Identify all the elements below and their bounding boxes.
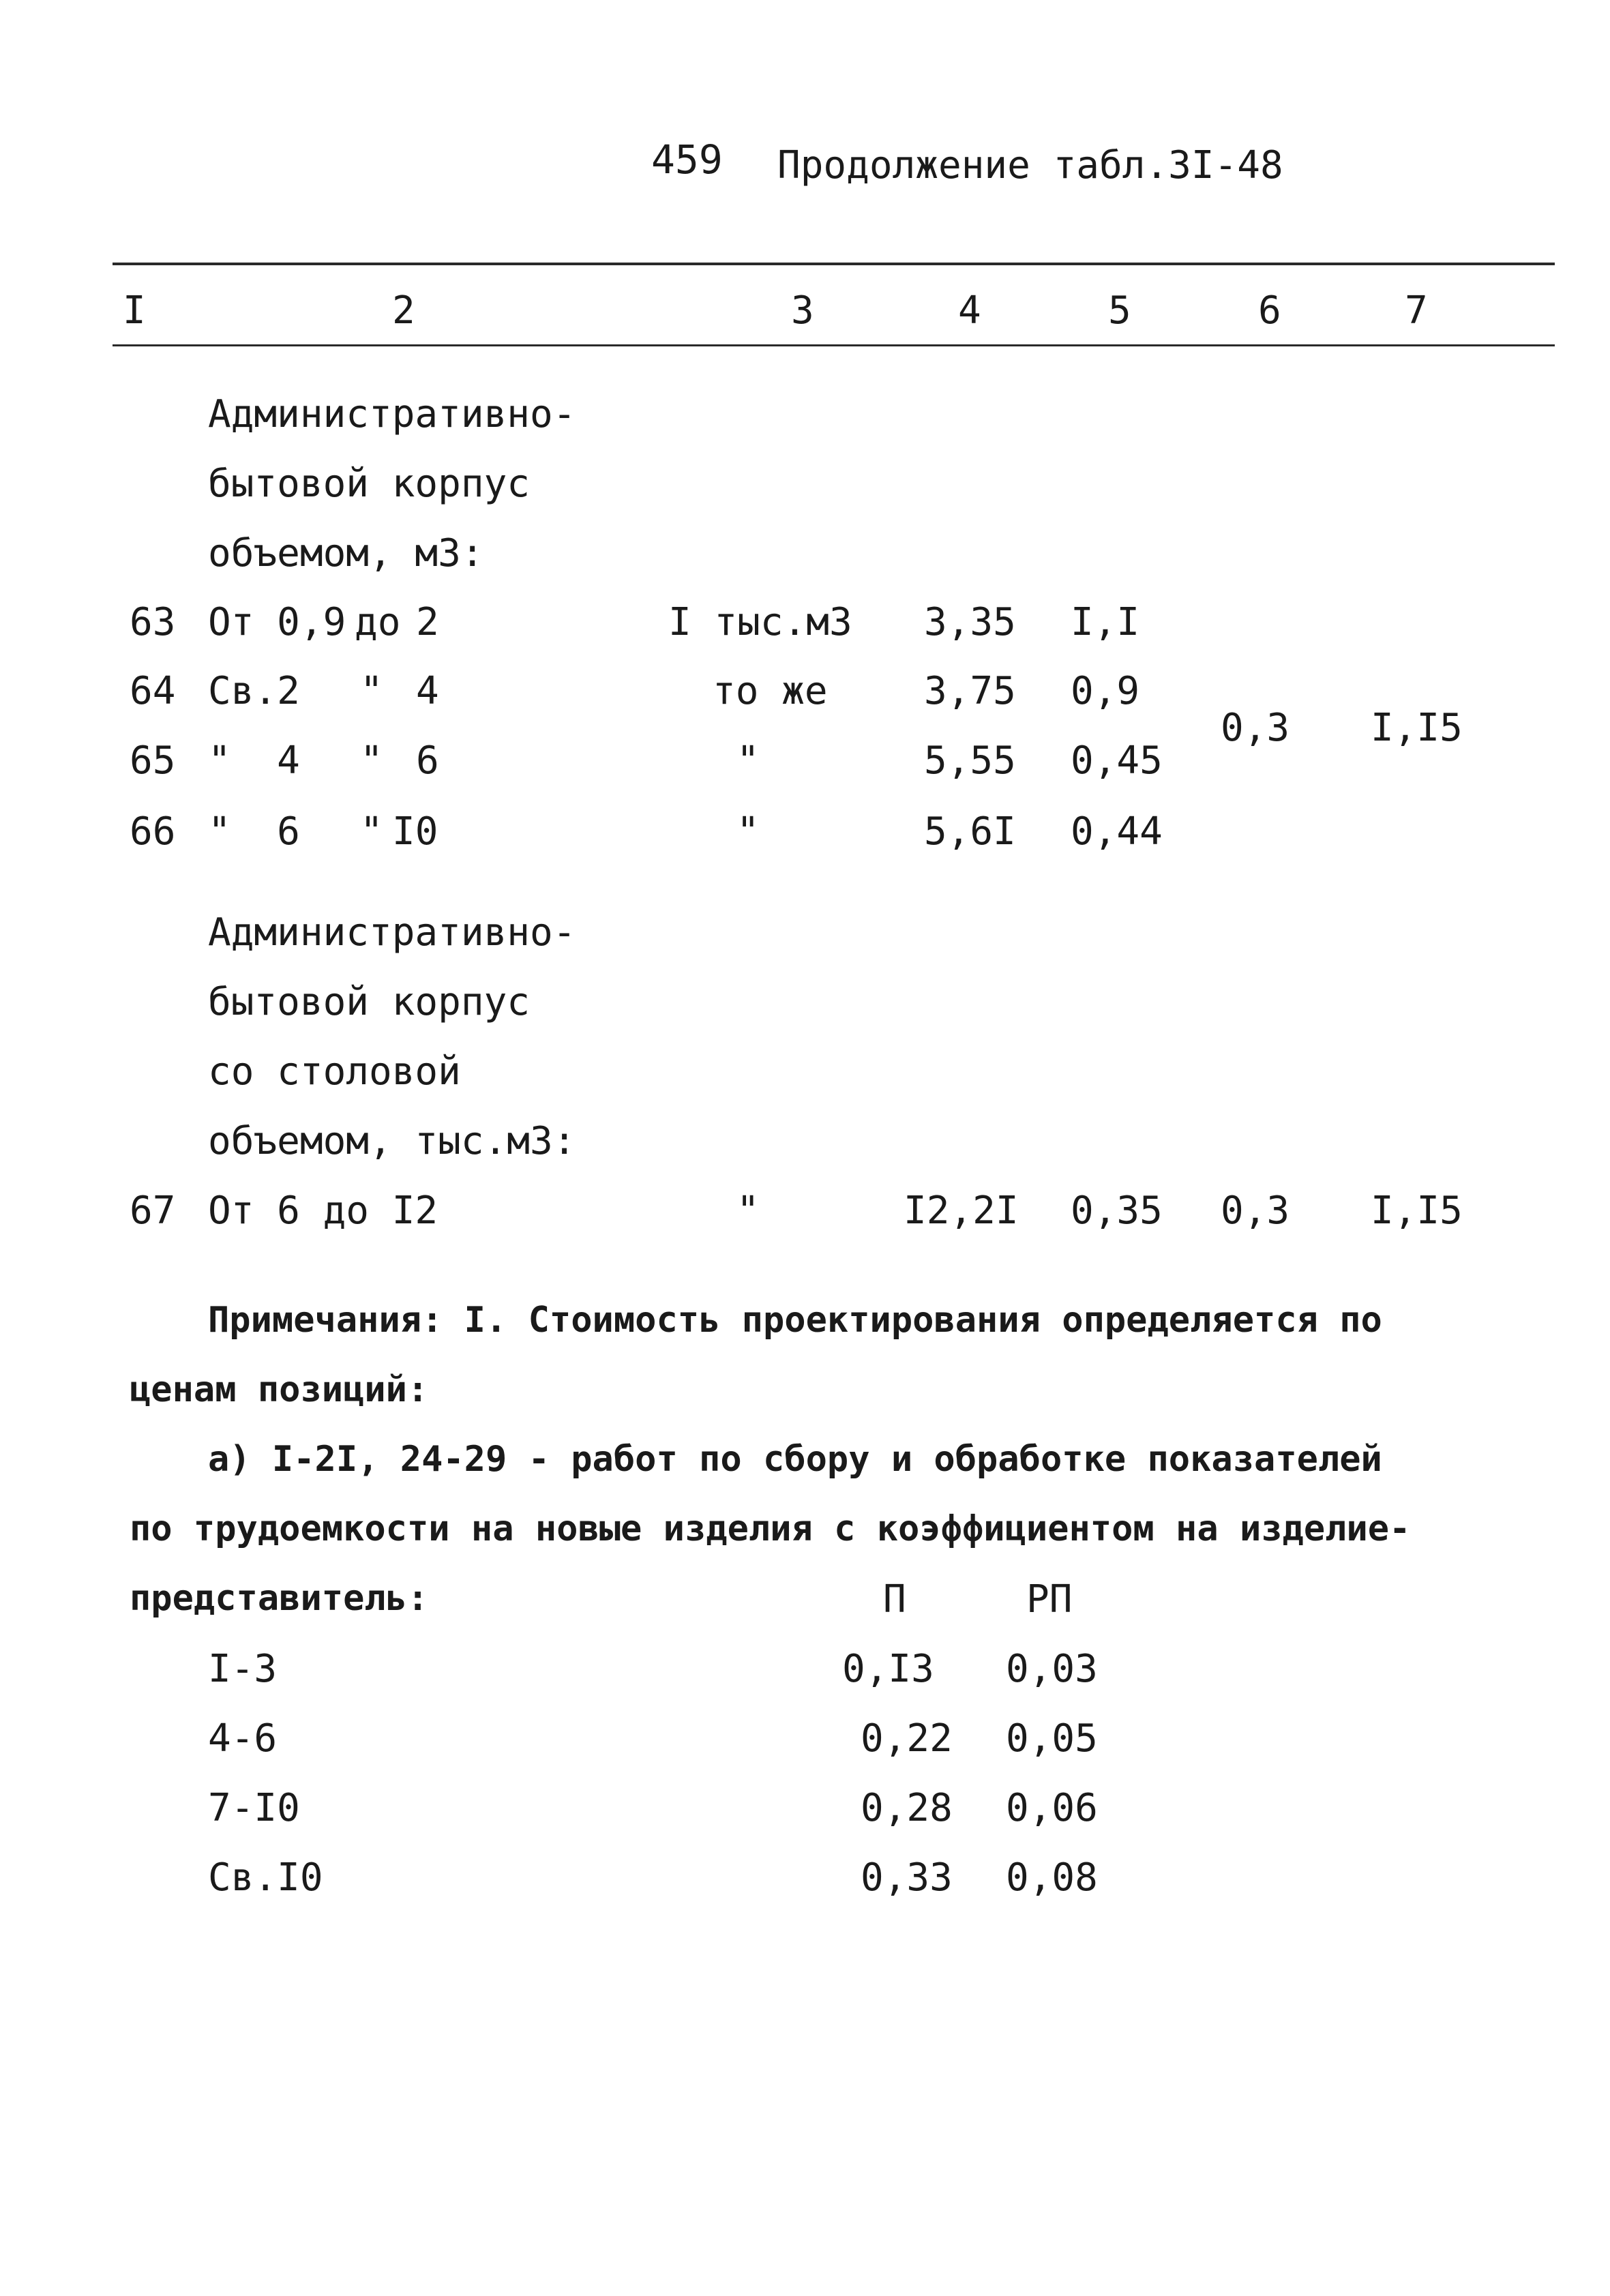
col-header-1: I [123, 288, 146, 333]
row-value-6: 0,3 [1221, 1189, 1290, 1233]
group1-shared-col6: 0,3 [1221, 706, 1290, 750]
group1-shared-col7: I,I5 [1371, 706, 1463, 750]
row-range-from: " 4 [208, 739, 300, 783]
row-number: 65 [130, 739, 176, 783]
notes-row-rp: 0,05 [1006, 1716, 1098, 1761]
notes-row-rp: 0,08 [1006, 1855, 1098, 1900]
col-header-5: 5 [1108, 288, 1131, 333]
notes-line: а) I-2I, 24-29 - работ по сбору и обработке показателей [208, 1439, 1382, 1480]
col-header-4: 4 [958, 288, 981, 333]
notes-row-range: I-3 [208, 1647, 278, 1691]
col-header-6: 6 [1258, 288, 1281, 333]
row-range-to-value: 4 [416, 669, 439, 713]
row-range-to-label: " [360, 739, 383, 783]
group2-heading-line: Административно- [208, 910, 576, 955]
notes-row-p: 0,22 [861, 1716, 953, 1761]
notes-row-p: 0,33 [861, 1855, 953, 1900]
notes-line: представитель: [130, 1578, 429, 1619]
row-value-5: I,I [1071, 600, 1140, 644]
table-header-rule [113, 344, 1555, 346]
row-range-from: " 6 [208, 809, 300, 854]
page-number: 459 [651, 136, 723, 183]
group2-heading-line: бытовой корпус [208, 980, 531, 1024]
row-value-4: 3,35 [924, 600, 1016, 644]
row-range-from: Св.2 [208, 669, 300, 713]
row-number: 66 [130, 809, 176, 854]
notes-row-range: Св.I0 [208, 1855, 323, 1900]
group1-heading-line: бытовой корпус [208, 462, 531, 506]
group1-heading-line: Административно- [208, 392, 576, 436]
row-unit: " [736, 739, 760, 783]
row-number: 67 [130, 1189, 176, 1233]
row-unit: I тыс.м3 [668, 600, 852, 644]
notes-row-p: 0,28 [861, 1786, 953, 1830]
row-number: 64 [130, 669, 176, 713]
notes-row-range: 4-6 [208, 1716, 278, 1761]
notes-row-rp: 0,03 [1006, 1647, 1098, 1691]
row-unit: " [736, 809, 760, 854]
page-title: Продолжение табл.3I-48 [777, 143, 1283, 188]
row-range-to-label: до [355, 600, 401, 644]
notes-row-range: 7-I0 [208, 1786, 300, 1830]
row-value-5: 0,9 [1071, 669, 1140, 713]
group1-heading-line: объемом, м3: [208, 531, 484, 576]
row-value-5: 0,35 [1071, 1189, 1163, 1233]
group2-heading-line: объемом, тыс.м3: [208, 1119, 576, 1163]
row-value-4: 5,55 [924, 739, 1016, 783]
row-range: От 6 до I2 [208, 1189, 438, 1233]
row-range-to-value: 6 [416, 739, 439, 783]
row-unit: то же [713, 669, 828, 713]
col-header-3: 3 [791, 288, 814, 333]
notes-line: Примечания: I. Стоимость проектирования определяется по [208, 1300, 1382, 1341]
row-range-to-value: 2 [416, 600, 439, 644]
notes-row-rp: 0,06 [1006, 1786, 1098, 1830]
row-value-4: 3,75 [924, 669, 1016, 713]
col-header-2: 2 [392, 288, 415, 333]
row-range-to-label: " [360, 669, 383, 713]
row-range-to-label: " [360, 809, 383, 854]
row-unit: " [736, 1189, 760, 1233]
row-value-7: I,I5 [1371, 1189, 1463, 1233]
group2-heading-line: со столовой [208, 1049, 461, 1094]
col-header-7: 7 [1405, 288, 1428, 333]
notes-row-p: 0,I3 [842, 1647, 934, 1691]
table-top-rule [113, 263, 1555, 265]
row-range-to-value: I0 [392, 809, 438, 854]
row-value-5: 0,44 [1071, 809, 1163, 854]
row-range-from: От 0,9 [208, 600, 346, 644]
row-value-4: 5,6I [924, 809, 1016, 854]
notes-line: ценам позиций: [130, 1369, 429, 1410]
notes-col-p-header: П [883, 1577, 906, 1622]
row-value-4: I2,2I [904, 1189, 1019, 1233]
row-number: 63 [130, 600, 176, 644]
notes-line: по трудоемкости на новые изделия с коэффициентом на изделие- [130, 1508, 1411, 1549]
notes-col-rp-header: РП [1026, 1577, 1073, 1622]
row-value-5: 0,45 [1071, 739, 1163, 783]
